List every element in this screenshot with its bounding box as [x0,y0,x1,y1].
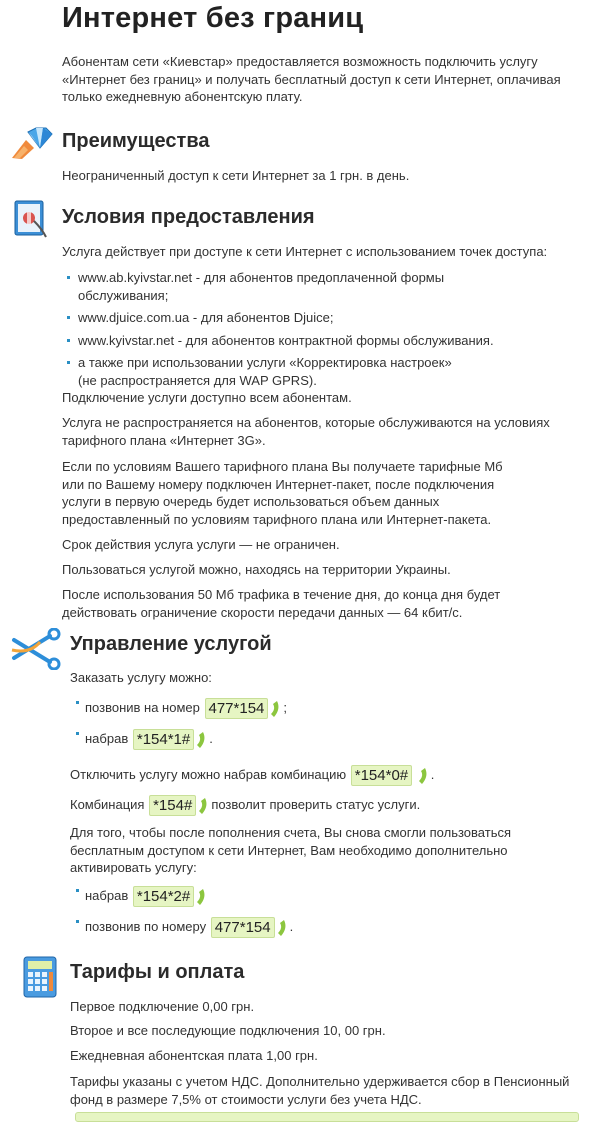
bullet-icon [67,339,70,342]
phone-icon [417,767,429,785]
dial-code: *154*1# [133,729,194,750]
conditions-p1: Подключение услуги доступно всем абонентам. [62,390,352,405]
conditions-p2: Услуга не распространяется на абонентов, которые обслуживаются на условиях тарифного плана «Интернет 3G». [62,415,550,448]
status-prefix: Комбинация [70,797,145,812]
tariff-first: Первое подключение 0,00 грн. [70,999,255,1014]
dial-suffix: . [209,731,213,746]
tariff-vat: Тарифы указаны с учетом НДС. Дополнительно удерживается сбор в Пенсионный фонд в размере 7,5% от стоимости услуги без учета НДС. [70,1074,570,1107]
diamond-icon [10,126,56,160]
phone-icon [276,919,288,937]
list-item [62,332,532,350]
calculator-icon [22,955,60,999]
conditions-title: Условия предоставления [62,206,315,228]
highlight-box [75,1112,579,1122]
list-item-text: www.kyivstar.net - для абонентов контрактной формы обслуживания. [78,332,494,348]
conditions-lead: Услуга действует при доступе к сети Интернет с использованием точек доступа: [62,244,548,259]
phone-icon [197,797,209,815]
reactivate-text: Для того, чтобы после пополнения счета, Вы снова смогли пользоваться бесплатным доступом к сети Интернет, Вам необходимо дополнительно активировать услугу: [70,825,512,875]
list-item-text: www.djuice.com.ua - для абонентов Djuice; [78,310,334,325]
bullet-icon [67,316,70,319]
conditions-p6: После использования 50 Мб трафика в течение дня, до конца дня будет действовать ограничение скорости передачи данных — 64 кбит/с. [62,587,501,620]
bullet-icon [67,361,70,364]
conditions-p5: Пользоваться услугой можно, находясь на территории Украины. [62,562,451,577]
off-suffix: . [430,767,435,782]
call-prefix: позвонив на номер [85,700,200,715]
order-dial-line [70,729,213,750]
tariff-second: Второе и все последующие подключения 10, 00 грн. [70,1023,386,1038]
status-line [70,795,420,816]
phone-icon [269,700,281,718]
reactivate-dial-line [70,886,209,907]
bullet-icon [76,732,79,735]
order-call-line [70,698,287,719]
dial-prefix: набрав [85,731,129,746]
list-item-text: www.ab.kyivstar.net - для абонентов предоплаченной формы обслуживания; [78,270,445,303]
re-call-code: 477*154 [211,917,275,938]
monitor-icon [12,199,50,241]
intro-paragraph: Абонентам сети «Киевстар» предоставляется возможность подключить услугу «Интернет без границ» и получать бесплатный доступ к сети Интернет, оплачивая только ежедневную абонентскую плату. [62,54,561,104]
call-suffix: ; [283,700,288,715]
re-call-prefix: позвонив по номеру [85,919,207,934]
order-label: Заказать услугу можно: [70,670,212,685]
conditions-p4: Срок действия услуга услуги — не ограничен. [62,537,340,552]
status-suffix: позволит проверить статус услуги. [211,797,421,812]
list-item [62,269,532,304]
management-title: Управление услугой [70,633,272,655]
tariff-daily: Ежедневная абонентская плата 1,00 грн. [70,1048,318,1063]
re-call-suffix: . [289,919,294,934]
advantages-text: Неограниченный доступ к сети Интернет за 1 грн. в день. [62,168,410,183]
bullet-icon [76,920,79,923]
page-title: Интернет без границ [62,2,364,34]
list-item-text: а также при использовании услуги «Корректировка настроек» (не распространяется для WAP GPRS). [78,355,452,388]
off-code: *154*0# [351,765,412,786]
disable-line [70,765,434,786]
bullet-icon [76,889,79,892]
bullet-icon [76,701,79,704]
access-point-list [62,269,532,389]
advantages-title: Преимущества [62,130,210,152]
re-dial-prefix: набрав [85,888,129,903]
phone-icon [195,731,207,749]
reactivate-call-line [70,917,293,938]
call-code: 477*154 [205,698,269,719]
list-item [62,309,532,327]
scissors-icon [10,628,64,670]
phone-icon [195,888,207,906]
conditions-p3: Если по условиям Вашего тарифного плана Вы получаете тарифные Мб или по Вашему номеру подключен Интернет-пакет, после подключения услуги в первую очередь будет использоваться объем данных предоставленный по условиям тарифного плана или Интернет-пакета. [62,459,503,527]
off-prefix: Отключить услугу можно набрав комбинацию [70,767,347,782]
list-item [62,354,458,389]
status-code: *154# [149,795,196,816]
bullet-icon [67,276,70,279]
re-dial-code: *154*2# [133,886,194,907]
tariffs-title: Тарифы и оплата [70,961,245,983]
